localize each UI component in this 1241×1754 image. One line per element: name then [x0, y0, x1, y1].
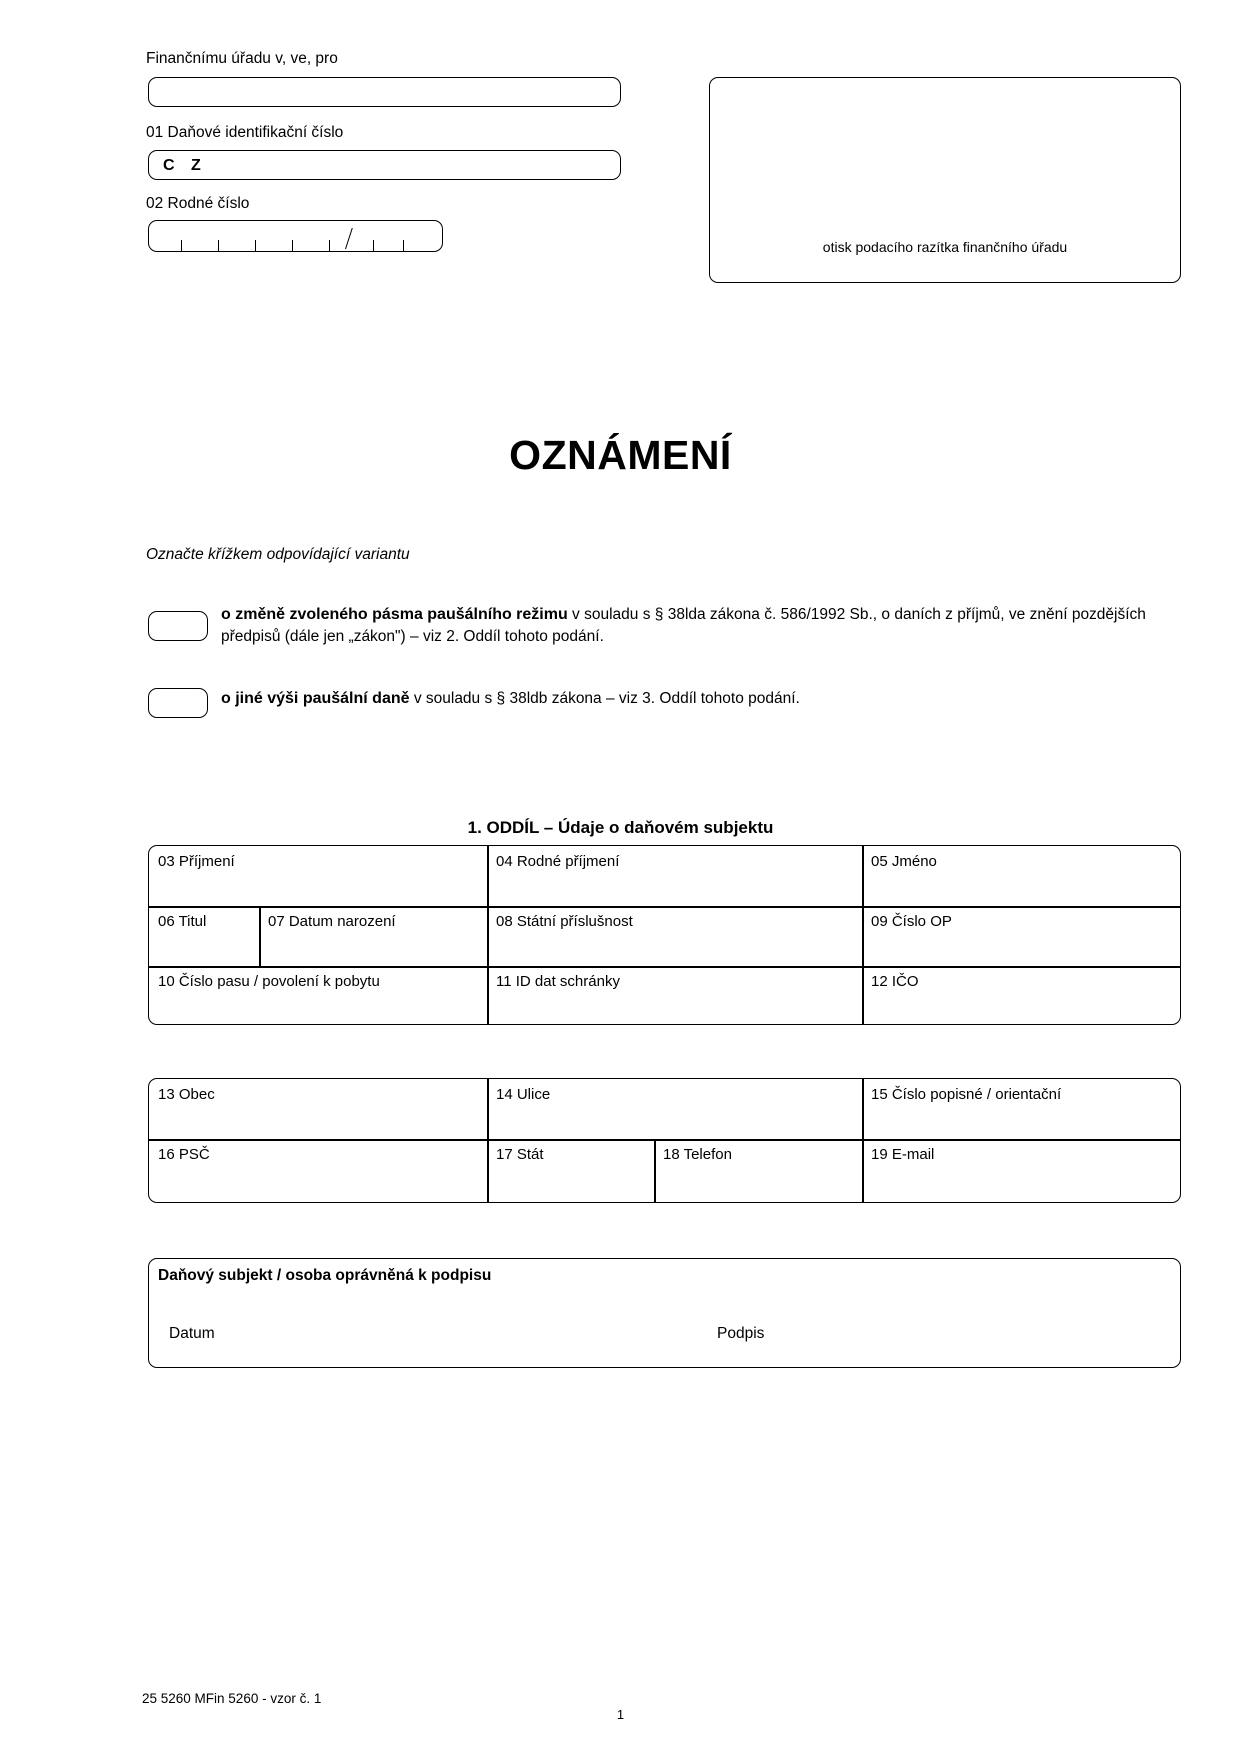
tax-office-input[interactable] — [148, 77, 621, 107]
variant-1-checkbox[interactable] — [148, 611, 208, 641]
field-10-cislo-pasu[interactable] — [149, 966, 487, 1025]
field-03-label: 03 Příjmení — [158, 853, 235, 870]
field-14-label: 14 Ulice — [496, 1086, 551, 1103]
variant-2-rest: v souladu s § 38ldb zákona – viz 3. Oddíl tohoto podání. — [409, 690, 800, 707]
signature-sign-label: Podpis — [717, 1325, 765, 1342]
field-08-statni-prislusnost[interactable] — [487, 906, 862, 966]
variant-2-bold: o jiné výši paušální daně — [221, 690, 410, 707]
field-18-telefon[interactable] — [654, 1139, 862, 1203]
field-16-label: 16 PSČ — [158, 1146, 210, 1163]
field-08-label: 08 Státní příslušnost — [496, 913, 633, 930]
page-title: OZNÁMENÍ — [509, 432, 732, 478]
field-06-label: 06 Titul — [158, 913, 207, 930]
variant-1-rest: v souladu s § 38lda zákona č. 586/1992 Sb., o daních z příjmů, ve znění pozdějších předpisů (dále jen „zákon") – viz 2. Oddíl tohoto podání. — [221, 606, 1146, 645]
field-15-label: 15 Číslo popisné / orientační — [871, 1086, 1062, 1103]
field-06-titul[interactable] — [149, 906, 259, 966]
field-07-datum-narozeni[interactable] — [259, 906, 487, 966]
variant-2-text — [221, 688, 1171, 710]
field-17-stat[interactable] — [487, 1139, 654, 1203]
section-1-heading: 1. ODDÍL – Údaje o daňovém subjektu — [467, 818, 774, 837]
field-04-label: 04 Rodné příjmení — [496, 853, 620, 870]
dic-prefix: C Z — [163, 157, 207, 174]
variant-2-checkbox[interactable] — [148, 688, 208, 718]
field-12-ico[interactable] — [862, 966, 1181, 1025]
field-15-cislo-popisne[interactable] — [862, 1079, 1181, 1139]
field-13-label: 13 Obec — [158, 1086, 215, 1103]
signature-title: Daňový subjekt / osoba oprávněná k podpisu — [158, 1267, 492, 1284]
field-10-label: 10 Číslo pasu / povolení k pobytu — [158, 973, 380, 990]
footer-form-code: 25 5260 MFin 5260 - vzor č. 1 — [142, 1691, 322, 1706]
tax-office-label: Finančnímu úřadu v, ve, pro — [146, 50, 338, 67]
field-07-label: 07 Datum narození — [268, 913, 396, 930]
signature-table — [148, 1258, 1181, 1368]
field-19-label: 19 E-mail — [871, 1146, 935, 1163]
birth-number-label: 02 Rodné číslo — [146, 195, 250, 212]
field-12-label: 12 IČO — [871, 973, 919, 990]
field-19-email[interactable] — [862, 1139, 1181, 1203]
field-18-label: 18 Telefon — [663, 1146, 732, 1163]
variant-1-bold: o změně zvoleného pásma paušálního režimu — [221, 606, 568, 623]
subject-table — [148, 845, 1181, 1025]
field-05-label: 05 Jméno — [871, 853, 937, 870]
footer-page-number: 1 — [616, 1707, 625, 1722]
field-11-label: 11 ID dat schránky — [496, 973, 620, 990]
birth-number-input[interactable] — [148, 220, 443, 252]
field-04-rodne-prijmeni[interactable] — [487, 846, 862, 906]
field-05-jmeno[interactable] — [862, 846, 1181, 906]
field-11-id-dat-schranky[interactable] — [487, 966, 862, 1025]
field-03-prijmeni[interactable] — [149, 846, 487, 906]
field-16-psc[interactable] — [149, 1139, 487, 1203]
field-09-label: 09 Číslo OP — [871, 913, 952, 930]
address-table — [148, 1078, 1181, 1203]
office-stamp-caption: otisk podacího razítka finančního úřadu — [822, 239, 1068, 255]
field-09-cislo-op[interactable] — [862, 906, 1181, 966]
field-17-label: 17 Stát — [496, 1146, 544, 1163]
birth-number-slash — [345, 228, 353, 249]
mark-instruction: Označte křížkem odpovídající variantu — [146, 546, 410, 563]
dic-label: 01 Daňové identifikační číslo — [146, 124, 344, 141]
field-13-obec[interactable] — [149, 1079, 487, 1139]
field-14-ulice[interactable] — [487, 1079, 862, 1139]
signature-date-label: Datum — [169, 1325, 215, 1342]
dic-input[interactable] — [148, 150, 621, 180]
variant-1-text — [221, 604, 1171, 648]
